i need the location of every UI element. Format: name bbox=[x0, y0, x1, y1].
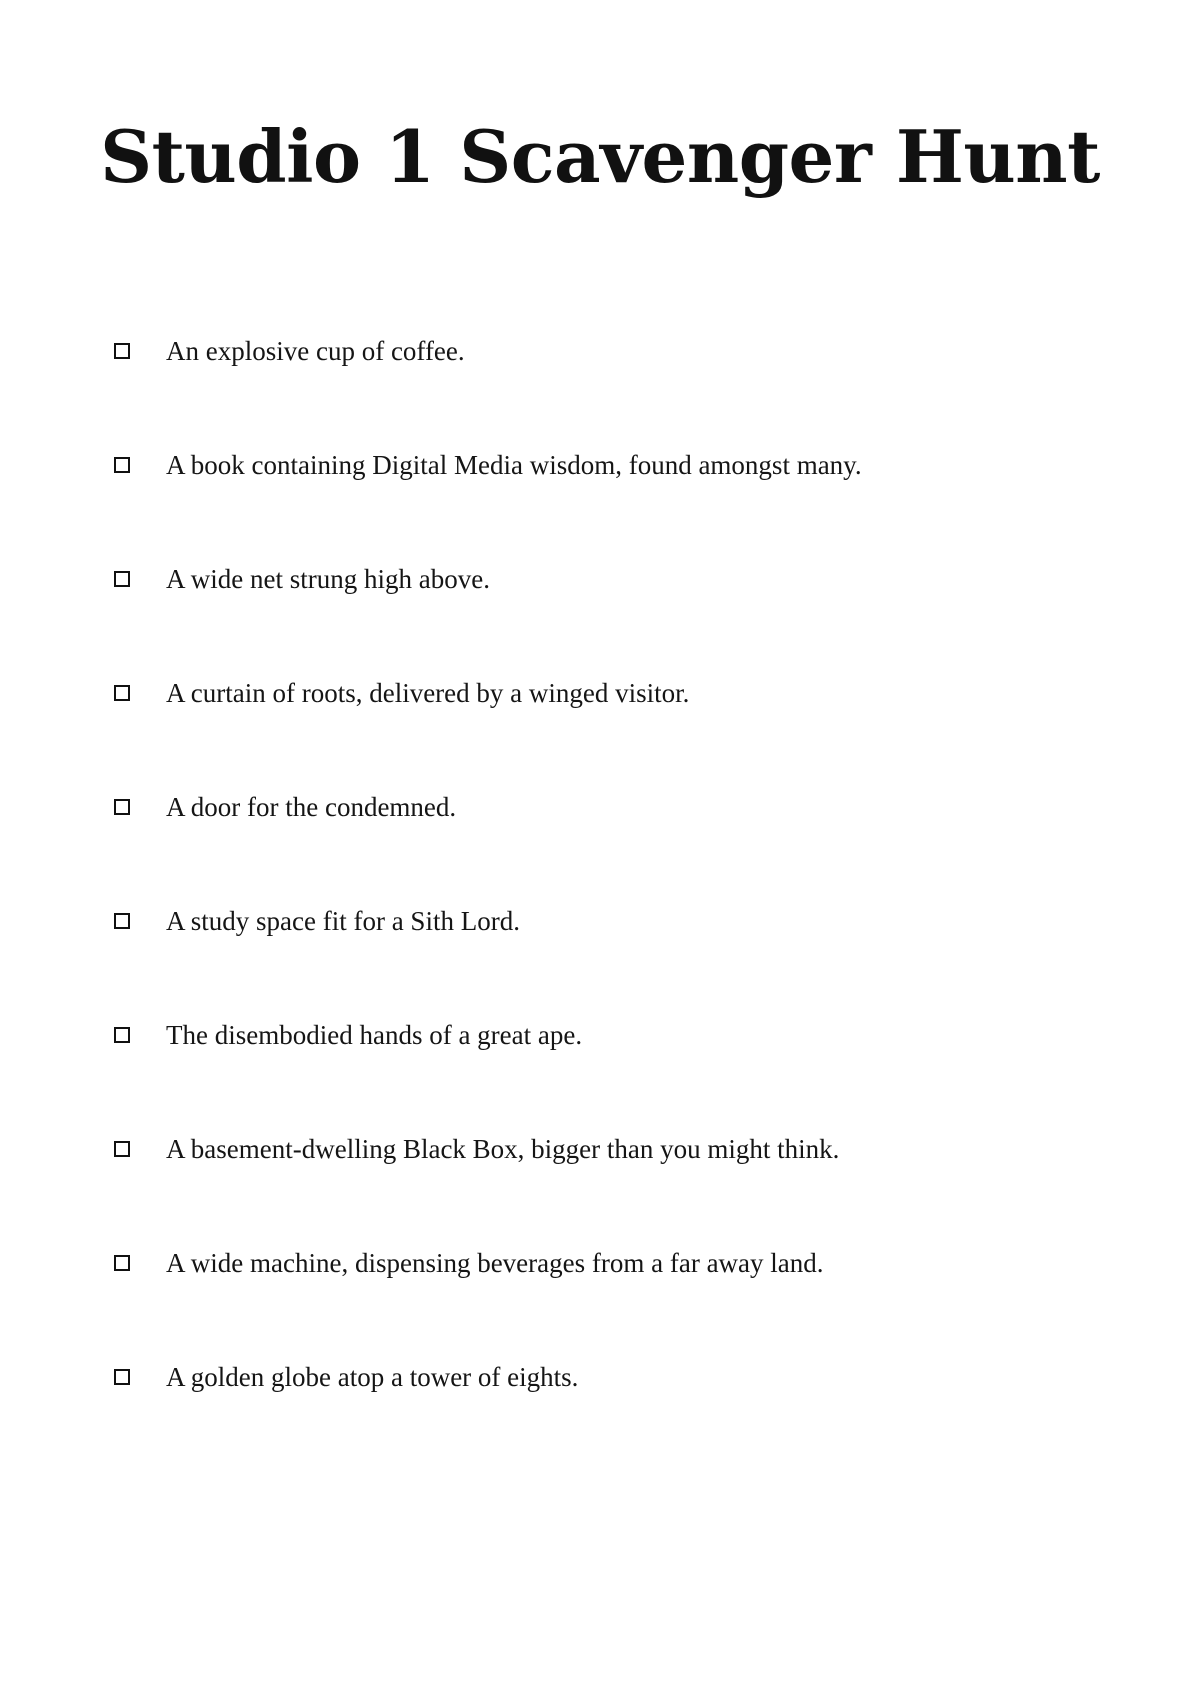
checklist-item bbox=[114, 408, 1114, 522]
checklist-item bbox=[114, 978, 1114, 1092]
checkbox-icon[interactable] bbox=[114, 1027, 130, 1043]
checkbox-icon[interactable] bbox=[114, 1255, 130, 1271]
checklist-item bbox=[114, 1092, 1114, 1206]
checklist-item-text: A curtain of roots, delivered by a winged visitor. bbox=[166, 678, 690, 708]
checklist-item bbox=[114, 522, 1114, 636]
checkbox-icon[interactable] bbox=[114, 571, 130, 587]
checklist-item-text: An explosive cup of coffee. bbox=[166, 336, 465, 366]
checkbox-icon[interactable] bbox=[114, 913, 130, 929]
checklist-item bbox=[114, 1206, 1114, 1320]
checklist-item bbox=[114, 294, 1114, 408]
checklist-item bbox=[114, 1320, 1114, 1434]
checklist-item bbox=[114, 864, 1114, 978]
checklist-item-text: A study space fit for a Sith Lord. bbox=[166, 906, 520, 936]
checklist-item-text: A basement-dwelling Black Box, bigger than you might think. bbox=[166, 1134, 840, 1164]
checklist-item-text: A wide machine, dispensing beverages from a far away land. bbox=[166, 1248, 824, 1278]
checkbox-icon[interactable] bbox=[114, 457, 130, 473]
checkbox-icon[interactable] bbox=[114, 1141, 130, 1157]
checklist-item-text: A golden globe atop a tower of eights. bbox=[166, 1362, 579, 1392]
checklist-item bbox=[114, 750, 1114, 864]
scavenger-checklist bbox=[114, 294, 1114, 1434]
checkbox-icon[interactable] bbox=[114, 1369, 130, 1385]
checkbox-icon[interactable] bbox=[114, 799, 130, 815]
page-title: Studio 1 Scavenger Hunt bbox=[100, 114, 1100, 199]
checklist-item-text: A door for the condemned. bbox=[166, 792, 457, 822]
checklist-item bbox=[114, 636, 1114, 750]
checklist-item-text: The disembodied hands of a great ape. bbox=[166, 1020, 583, 1050]
checklist-item-text: A wide net strung high above. bbox=[166, 564, 490, 594]
checkbox-icon[interactable] bbox=[114, 685, 130, 701]
checklist-item-text: A book containing Digital Media wisdom, found amongst many. bbox=[166, 450, 862, 480]
checkbox-icon[interactable] bbox=[114, 343, 130, 359]
